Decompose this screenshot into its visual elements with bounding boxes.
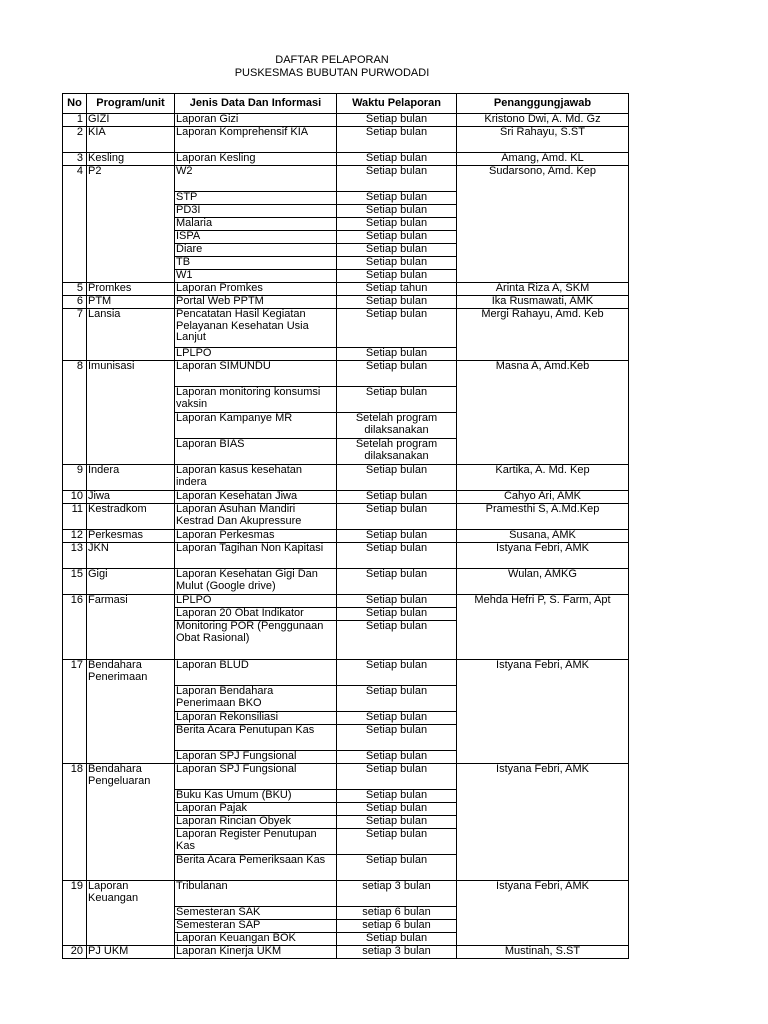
cell-no: 19 bbox=[63, 881, 87, 946]
cell-waktu: Setiap bulan bbox=[337, 231, 457, 244]
cell-program: Indera bbox=[87, 465, 175, 491]
table-row bbox=[63, 309, 629, 348]
cell-program: Kesling bbox=[87, 153, 175, 166]
cell-jenis: Laporan Kesehatan Jiwa bbox=[175, 491, 337, 504]
cell-waktu: Setiap bulan bbox=[337, 855, 457, 881]
cell-waktu: Setiap bulan bbox=[337, 192, 457, 205]
cell-jenis: Laporan kasus kesehatan indera bbox=[175, 465, 337, 491]
header-waktu: Waktu Pelaporan bbox=[337, 94, 457, 114]
table-body bbox=[63, 114, 629, 959]
table-row bbox=[63, 881, 629, 907]
cell-program: Jiwa bbox=[87, 491, 175, 504]
cell-waktu: Setiap bulan bbox=[337, 296, 457, 309]
cell-waktu: Setiap bulan bbox=[337, 725, 457, 751]
cell-waktu: Setiap bulan bbox=[337, 608, 457, 621]
cell-jenis: Laporan Kesling bbox=[175, 153, 337, 166]
cell-waktu: Setiap bulan bbox=[337, 933, 457, 946]
cell-no: 9 bbox=[63, 465, 87, 491]
cell-no: 15 bbox=[63, 569, 87, 595]
cell-waktu: Setelah program dilaksanakan bbox=[337, 413, 457, 439]
cell-jenis: Monitoring POR (Penggunaan Obat Rasional) bbox=[175, 621, 337, 660]
cell-jenis: Semesteran SAP bbox=[175, 920, 337, 933]
cell-waktu: Setiap bulan bbox=[337, 361, 457, 387]
cell-no: 20 bbox=[63, 946, 87, 959]
cell-no: 5 bbox=[63, 283, 87, 296]
cell-jenis: Laporan SPJ Fungsional bbox=[175, 764, 337, 790]
cell-waktu: Setiap bulan bbox=[337, 465, 457, 491]
cell-pj: Sudarsono, Amd. Kep bbox=[457, 166, 629, 283]
cell-jenis: STP bbox=[175, 192, 337, 205]
cell-jenis: Laporan Tagihan Non Kapitasi bbox=[175, 543, 337, 569]
table-row bbox=[63, 465, 629, 491]
cell-jenis: Semesteran SAK bbox=[175, 907, 337, 920]
cell-waktu: Setiap bulan bbox=[337, 114, 457, 127]
cell-no: 13 bbox=[63, 543, 87, 569]
cell-jenis: Laporan Komprehensif KIA bbox=[175, 127, 337, 153]
table-row bbox=[63, 569, 629, 595]
cell-jenis: Laporan Kampanye MR bbox=[175, 413, 337, 439]
cell-no: 10 bbox=[63, 491, 87, 504]
cell-program: GIZI bbox=[87, 114, 175, 127]
cell-pj: Kartika, A. Md. Kep bbox=[457, 465, 629, 491]
cell-waktu: Setiap bulan bbox=[337, 205, 457, 218]
cell-jenis: Laporan monitoring konsumsi vaksin bbox=[175, 387, 337, 413]
cell-jenis: Laporan SIMUNDU bbox=[175, 361, 337, 387]
cell-program: Gigi bbox=[87, 569, 175, 595]
cell-jenis: Laporan SPJ Fungsional bbox=[175, 751, 337, 764]
cell-no: 12 bbox=[63, 530, 87, 543]
cell-no: 1 bbox=[63, 114, 87, 127]
cell-jenis: Laporan Bendahara Penerimaan BKO bbox=[175, 686, 337, 712]
cell-waktu: Setiap bulan bbox=[337, 491, 457, 504]
cell-waktu: Setiap bulan bbox=[337, 387, 457, 413]
cell-program: Perkesmas bbox=[87, 530, 175, 543]
cell-jenis: Laporan Register Penutupan Kas bbox=[175, 829, 337, 855]
document-title bbox=[0, 54, 664, 80]
cell-no: 6 bbox=[63, 296, 87, 309]
cell-waktu: Setiap bulan bbox=[337, 530, 457, 543]
header-no: No bbox=[63, 94, 87, 114]
cell-pj: Mergi Rahayu, Amd. Keb bbox=[457, 309, 629, 361]
cell-program: Farmasi bbox=[87, 595, 175, 660]
cell-pj: Pramesthi S, A.Md.Kep bbox=[457, 504, 629, 530]
table-row bbox=[63, 764, 629, 790]
cell-program: Laporan Keuangan bbox=[87, 881, 175, 946]
cell-waktu: Setiap bulan bbox=[337, 686, 457, 712]
header-program: Program/unit bbox=[87, 94, 175, 114]
table-row bbox=[63, 283, 629, 296]
cell-pj: Sri Rahayu, S.ST bbox=[457, 127, 629, 153]
cell-pj: Cahyo Ari, AMK bbox=[457, 491, 629, 504]
cell-jenis: Laporan BIAS bbox=[175, 439, 337, 465]
cell-jenis: TB bbox=[175, 257, 337, 270]
cell-waktu: Setiap bulan bbox=[337, 218, 457, 231]
cell-no: 2 bbox=[63, 127, 87, 153]
table-row bbox=[63, 595, 629, 608]
cell-waktu: Setiap bulan bbox=[337, 166, 457, 192]
cell-pj: Susana, AMK bbox=[457, 530, 629, 543]
cell-waktu: Setiap bulan bbox=[337, 621, 457, 660]
cell-waktu: setiap 3 bulan bbox=[337, 946, 457, 959]
cell-jenis: ISPA bbox=[175, 231, 337, 244]
cell-waktu: Setiap bulan bbox=[337, 764, 457, 790]
table-row bbox=[63, 361, 629, 387]
table-row bbox=[63, 127, 629, 153]
cell-waktu: Setiap bulan bbox=[337, 127, 457, 153]
table-row bbox=[63, 504, 629, 530]
cell-jenis: LPLPO bbox=[175, 348, 337, 361]
cell-jenis: Portal Web PPTM bbox=[175, 296, 337, 309]
cell-no: 16 bbox=[63, 595, 87, 660]
cell-jenis: Laporan Perkesmas bbox=[175, 530, 337, 543]
cell-jenis: Berita Acara Penutupan Kas bbox=[175, 725, 337, 751]
cell-waktu: setiap 3 bulan bbox=[337, 881, 457, 907]
cell-jenis: Laporan 20 Obat Indikator bbox=[175, 608, 337, 621]
cell-no: 3 bbox=[63, 153, 87, 166]
cell-pj: Istyana Febri, AMK bbox=[457, 764, 629, 881]
cell-no: 11 bbox=[63, 504, 87, 530]
cell-waktu: Setiap bulan bbox=[337, 348, 457, 361]
cell-program: Bendahara Pengeluaran bbox=[87, 764, 175, 881]
cell-waktu: Setiap bulan bbox=[337, 244, 457, 257]
table-row bbox=[63, 296, 629, 309]
title-line-2: PUSKESMAS BUBUTAN PURWODADI bbox=[234, 67, 430, 79]
table-row bbox=[63, 166, 629, 192]
cell-waktu: Setiap bulan bbox=[337, 816, 457, 829]
cell-waktu: Setiap bulan bbox=[337, 712, 457, 725]
cell-jenis: Tribulanan bbox=[175, 881, 337, 907]
cell-waktu: setiap 6 bulan bbox=[337, 920, 457, 933]
cell-jenis: Malaria bbox=[175, 218, 337, 231]
cell-program: KIA bbox=[87, 127, 175, 153]
cell-pj: Wulan, AMKG bbox=[457, 569, 629, 595]
cell-jenis: Laporan Rincian Obyek bbox=[175, 816, 337, 829]
cell-no: 17 bbox=[63, 660, 87, 764]
cell-pj: Istyana Febri, AMK bbox=[457, 543, 629, 569]
report-table bbox=[62, 93, 629, 959]
cell-jenis: Laporan Pajak bbox=[175, 803, 337, 816]
cell-program: Promkes bbox=[87, 283, 175, 296]
cell-waktu: Setiap bulan bbox=[337, 790, 457, 803]
cell-program: PTM bbox=[87, 296, 175, 309]
cell-waktu: Setiap bulan bbox=[337, 751, 457, 764]
cell-waktu: Setiap bulan bbox=[337, 309, 457, 348]
table-row bbox=[63, 543, 629, 569]
cell-waktu: Setiap bulan bbox=[337, 660, 457, 686]
cell-jenis: Pencatatan Hasil Kegiatan Pelayanan Kesehatan Usia Lanjut bbox=[175, 309, 337, 348]
title-line-1: DAFTAR PELAPORAN bbox=[275, 54, 389, 66]
cell-jenis: Laporan Gizi bbox=[175, 114, 337, 127]
cell-program: Lansia bbox=[87, 309, 175, 361]
table-row bbox=[63, 660, 629, 686]
header-pj: Penanggungjawab bbox=[457, 94, 629, 114]
cell-program: P2 bbox=[87, 166, 175, 283]
cell-pj: Mehda Hefri P, S. Farm, Apt bbox=[457, 595, 629, 660]
cell-pj: Arinta Riza A, SKM bbox=[457, 283, 629, 296]
cell-waktu: Setiap bulan bbox=[337, 504, 457, 530]
cell-pj: Amang, Amd. KL bbox=[457, 153, 629, 166]
cell-jenis: LPLPO bbox=[175, 595, 337, 608]
cell-jenis: Buku Kas Umum (BKU) bbox=[175, 790, 337, 803]
table-row bbox=[63, 530, 629, 543]
table-row bbox=[63, 491, 629, 504]
cell-jenis: Laporan Promkes bbox=[175, 283, 337, 296]
cell-jenis: Laporan Kinerja UKM bbox=[175, 946, 337, 959]
cell-jenis: Laporan Rekonsiliasi bbox=[175, 712, 337, 725]
cell-jenis: Laporan Kesehatan Gigi Dan Mulut (Google drive) bbox=[175, 569, 337, 595]
cell-program: Imunisasi bbox=[87, 361, 175, 465]
cell-waktu: Setiap bulan bbox=[337, 153, 457, 166]
cell-waktu: Setiap bulan bbox=[337, 829, 457, 855]
cell-program: JKN bbox=[87, 543, 175, 569]
table-row bbox=[63, 114, 629, 127]
cell-pj: Masna A, Amd.Keb bbox=[457, 361, 629, 465]
cell-jenis: Berita Acara Pemeriksaan Kas bbox=[175, 855, 337, 881]
cell-pj: Kristono Dwi, A. Md. Gz bbox=[457, 114, 629, 127]
cell-jenis: Diare bbox=[175, 244, 337, 257]
cell-waktu: Setiap tahun bbox=[337, 283, 457, 296]
cell-waktu: Setiap bulan bbox=[337, 569, 457, 595]
table-row bbox=[63, 946, 629, 959]
cell-waktu: Setiap bulan bbox=[337, 803, 457, 816]
cell-pj: Mustinah, S.ST bbox=[457, 946, 629, 959]
cell-no: 8 bbox=[63, 361, 87, 465]
cell-jenis: Laporan Asuhan Mandiri Kestrad Dan Akupressure bbox=[175, 504, 337, 530]
cell-program: Bendahara Penerimaan bbox=[87, 660, 175, 764]
cell-jenis: W1 bbox=[175, 270, 337, 283]
cell-waktu: Setiap bulan bbox=[337, 257, 457, 270]
cell-waktu: Setiap bulan bbox=[337, 595, 457, 608]
cell-no: 18 bbox=[63, 764, 87, 881]
cell-pj: Istyana Febri, AMK bbox=[457, 660, 629, 764]
cell-waktu: Setiap bulan bbox=[337, 543, 457, 569]
cell-waktu: setiap 6 bulan bbox=[337, 907, 457, 920]
cell-jenis: Laporan Keuangan BOK bbox=[175, 933, 337, 946]
cell-program: Kestradkom bbox=[87, 504, 175, 530]
table-header-row bbox=[63, 94, 629, 114]
cell-waktu: Setiap bulan bbox=[337, 270, 457, 283]
cell-program: PJ UKM bbox=[87, 946, 175, 959]
cell-no: 4 bbox=[63, 166, 87, 283]
cell-pj: Istyana Febri, AMK bbox=[457, 881, 629, 946]
cell-pj: Ika Rusmawati, AMK bbox=[457, 296, 629, 309]
cell-jenis: PD3I bbox=[175, 205, 337, 218]
cell-jenis: W2 bbox=[175, 166, 337, 192]
header-jenis: Jenis Data Dan Informasi bbox=[175, 94, 337, 114]
cell-waktu: Setelah program dilaksanakan bbox=[337, 439, 457, 465]
table-row bbox=[63, 153, 629, 166]
cell-no: 7 bbox=[63, 309, 87, 361]
cell-jenis: Laporan BLUD bbox=[175, 660, 337, 686]
